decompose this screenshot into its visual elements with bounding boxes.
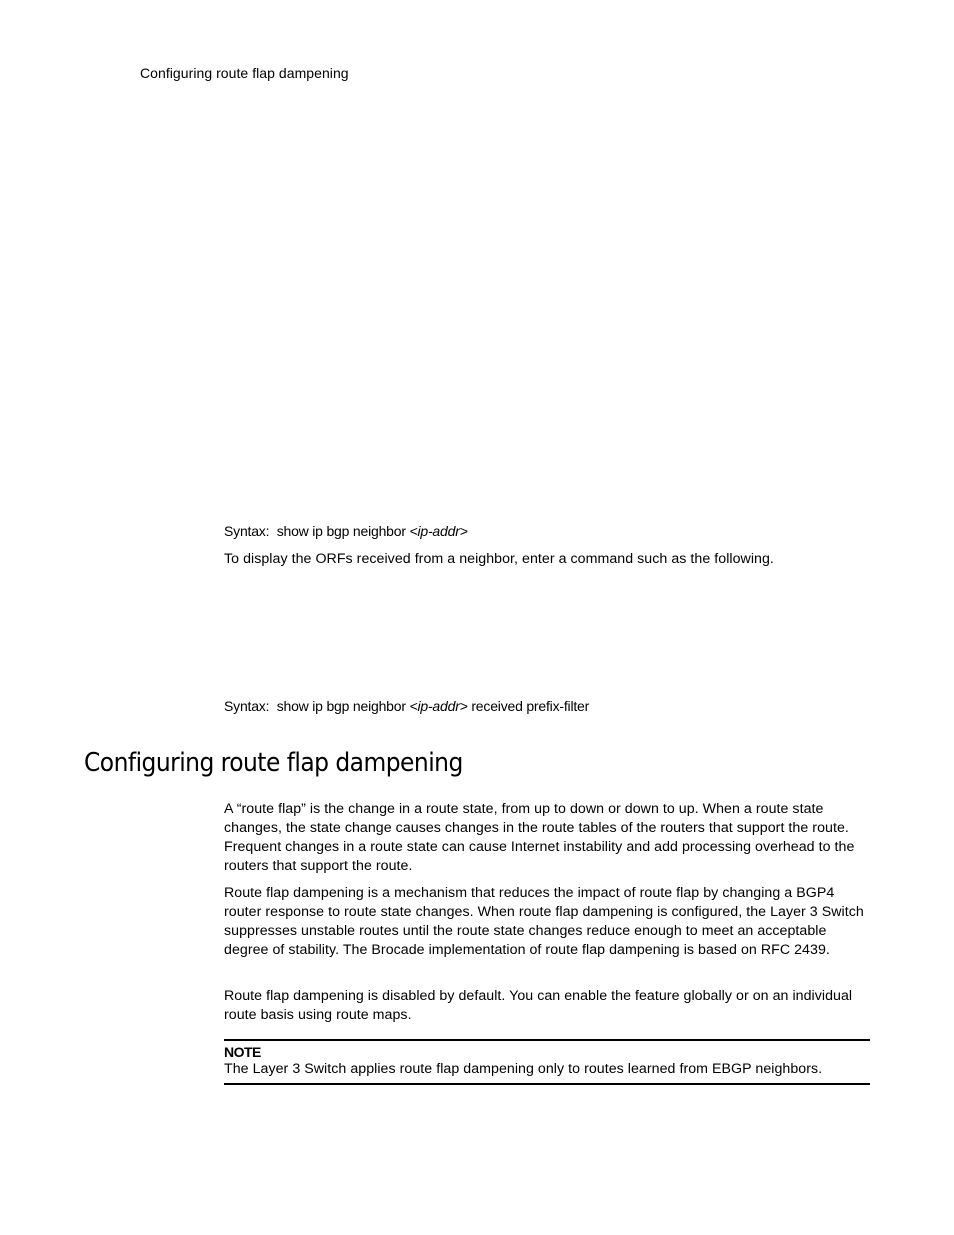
section-title: Configuring route flap dampening	[84, 748, 463, 778]
note-top-rule	[224, 1039, 870, 1041]
syntax-command: show ip bgp neighbor	[276, 523, 406, 539]
paragraph-dampening-mechanism: Route flap dampening is a mechanism that reduces the impact of route flap by changing a BGP4 router response to route state changes. When route flap dampening is configured, the Layer 3 Switch suppresses unstable routes until the route state changes reduce enough to meet an acceptable degree of stability. The Brocade implementation of route flap dampening is based on RFC 2439.	[224, 885, 864, 958]
syntax-label: Syntax:	[224, 523, 270, 539]
note-bottom-rule	[224, 1083, 870, 1085]
orf-intro-text: To display the ORFs received from a neighbor, enter a command such as the following.	[224, 551, 774, 567]
syntax-param: <ip-addr>	[409, 698, 468, 714]
paragraph-default-disabled: Route flap dampening is disabled by default. You can enable the feature globally or on an individual route basis using route maps.	[224, 988, 853, 1023]
syntax-suffix: received prefix-filter	[471, 698, 590, 714]
running-header: Configuring route flap dampening	[140, 65, 349, 81]
syntax-param: <ip-addr>	[409, 523, 468, 539]
note-text: The Layer 3 Switch applies route flap dampening only to routes learned from EBGP neighbors.	[224, 1061, 823, 1077]
note-label: NOTE	[224, 1044, 261, 1060]
syntax-received-prefix-filter	[224, 698, 589, 714]
syntax-label: Syntax:	[224, 698, 270, 714]
syntax-command: show ip bgp neighbor	[276, 698, 406, 714]
syntax-show-neighbor	[224, 523, 468, 539]
paragraph-route-flap-definition: A “route flap” is the change in a route state, from up to down or down to up. When a route state changes, the state change causes changes in the route tables of the routers that support the route. Frequent changes in a route state can cause Internet instability and add processing overhead to the routers that support the route.	[224, 801, 855, 874]
